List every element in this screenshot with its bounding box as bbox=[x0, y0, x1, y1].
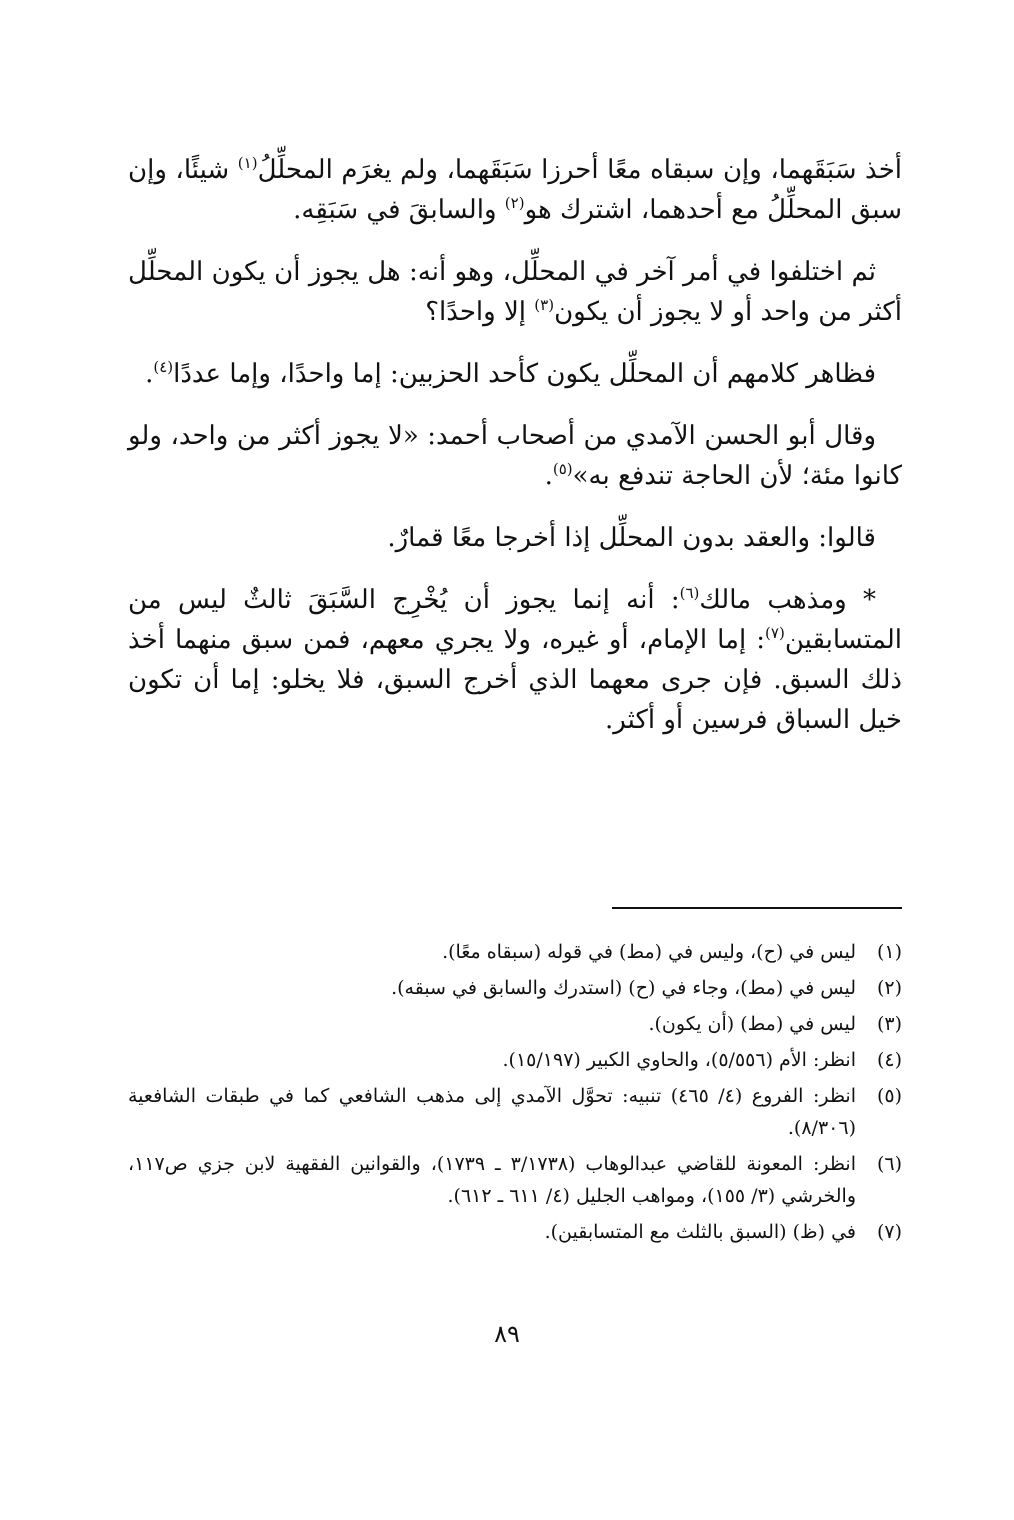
paragraph bbox=[128, 150, 902, 230]
page-number: ٨٩ bbox=[494, 1320, 520, 1348]
text-run: أخذ سَبَقَهما، وإن سبقاه معًا أحرزا سَبَقَهما، ولم يغرَم المحلِّلُ bbox=[257, 155, 902, 185]
footnote-reference: (٥) bbox=[552, 460, 573, 478]
text-run: : إما الإمام، أو غيره، ولا يجري معهم، فمن سبق منهما أخذ ذلك السبق. فإن جرى معهما الذي أخرج السبق، فلا يخلو: إما أن تكون خيل السباق فرسين أو أكثر. bbox=[128, 625, 902, 735]
paragraph bbox=[128, 416, 902, 496]
footnote-text: انظر: الأم (٥/٥٥٦)، والحاوي الكبير (١٥/١٩٧). bbox=[502, 1049, 856, 1071]
footnote-reference: (٤) bbox=[153, 358, 174, 376]
paragraph bbox=[128, 580, 902, 740]
text-run: فظاهر كلامهم أن المحلِّل يكون كأحد الحزبين: إما واحدًا، وإما عددًا bbox=[173, 359, 876, 389]
text-run: شيئًا، وإن سبق المحلِّلُ مع أحدهما، اشترك هو bbox=[128, 155, 902, 225]
footnote-reference: (٧) bbox=[765, 624, 785, 642]
footnote-text: انظر: المعونة للقاضي عبدالوهاب (٣/١٧٣٨ ـ ١٧٣٩)، والقوانين الفقهية لابن جزي ص١١٧، والخرشي (٣/ ١٥٥)، ومواهب الجليل (٤/ ٦١١ ـ ٦١٢). bbox=[128, 1153, 856, 1207]
footnote-reference: (٢) bbox=[504, 194, 525, 212]
main-text bbox=[128, 150, 902, 762]
text-run: ثم اختلفوا في أمر آخر في المحلِّل، وهو أنه: هل يجوز أن يكون المحلِّل أكثر من واحد أو لا يجوز أن يكون bbox=[128, 257, 902, 327]
text-run: . bbox=[145, 359, 154, 389]
text-run: والسابقَ في سَبَقِه. bbox=[293, 195, 505, 225]
footnote bbox=[128, 1080, 902, 1144]
text-run: قالوا: والعقد بدون المحلِّل إذا أخرجا معًا قمارٌ. bbox=[387, 523, 876, 553]
footnote bbox=[128, 1008, 902, 1040]
text-run: وقال أبو الحسن الآمدي من أصحاب أحمد: «لا يجوز أكثر من واحد، ولو كانوا مئة؛ لأن الحاجة تندفع به» bbox=[128, 421, 902, 491]
footnote-reference: (٣) bbox=[534, 296, 555, 314]
footnote-reference: (٦) bbox=[679, 584, 700, 602]
footnote-text: ليس في (ح)، وليس في (مط) في قوله (سبقاه معًا). bbox=[442, 941, 856, 963]
footnote bbox=[128, 1216, 902, 1248]
footnote bbox=[128, 972, 902, 1004]
footnote-number: (٤) bbox=[876, 1049, 902, 1071]
footnote-number: (٧) bbox=[876, 1221, 902, 1243]
footnote-number: (٣) bbox=[876, 1013, 902, 1035]
footnote bbox=[128, 936, 902, 968]
footnote-number: (٦) bbox=[876, 1153, 902, 1175]
footnote-text: في (ظ) (السبق بالثلث مع المتسابقين). bbox=[544, 1221, 856, 1243]
footnote bbox=[128, 1044, 902, 1076]
footnote-text: انظر: الفروع (٤/ ٤٦٥) تنبيه: تحوَّل الآمدي إلى مذهب الشافعي كما في طبقات الشافعية (٨/٣٠٦). bbox=[128, 1085, 856, 1139]
footnotes bbox=[128, 936, 902, 1252]
text-run: : أنه إنما يجوز أن يُخْرِج السَّبَقَ ثالثٌ ليس من المتسابقين bbox=[128, 585, 902, 655]
paragraph bbox=[128, 354, 902, 394]
text-run: * ومذهب مالك bbox=[699, 585, 876, 615]
footnote-number: (٢) bbox=[876, 977, 902, 999]
footnote-divider bbox=[612, 907, 902, 909]
footnote-text: ليس في (مط) (أن يكون). bbox=[648, 1013, 856, 1035]
footnote bbox=[128, 1148, 902, 1212]
footnote-number: (٥) bbox=[876, 1085, 902, 1107]
text-run: . bbox=[544, 461, 553, 491]
footnote-number: (١) bbox=[876, 941, 902, 963]
paragraph bbox=[128, 252, 902, 332]
text-run: إلا واحدًا؟ bbox=[425, 297, 535, 327]
paragraph bbox=[128, 518, 902, 558]
footnote-text: ليس في (مط)، وجاء في (ح) (استدرك والسابق في سبقه). bbox=[391, 977, 856, 999]
footnote-reference: (١) bbox=[237, 154, 258, 172]
